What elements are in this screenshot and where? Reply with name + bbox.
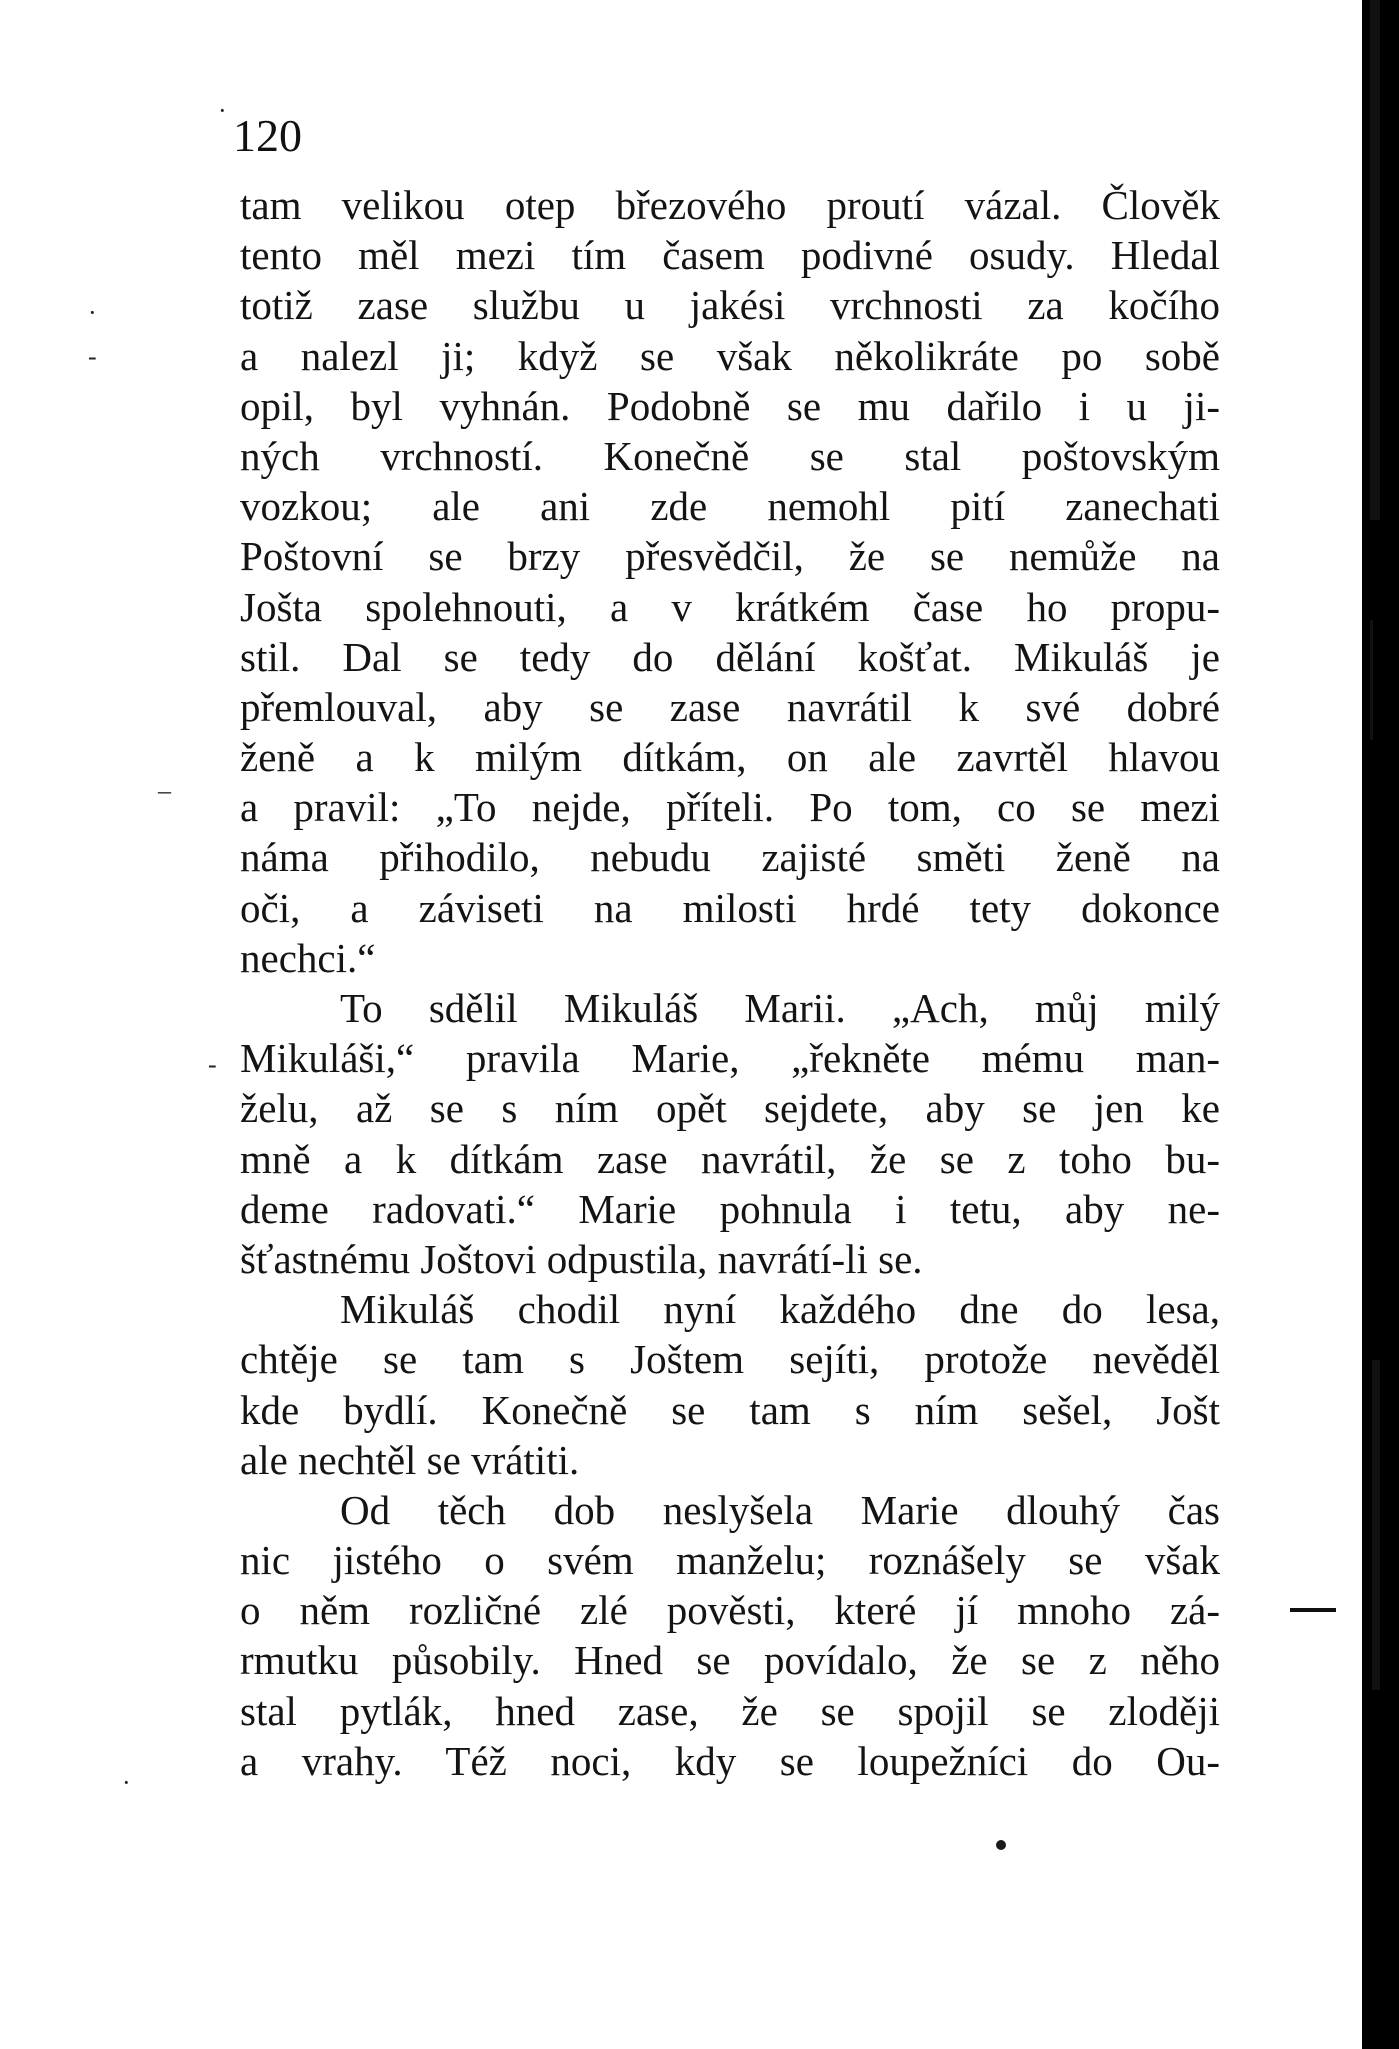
text-line: náma přihodilo, nebudu zajisté směti ženě na <box>240 834 1220 881</box>
margin-dot <box>996 1840 1006 1850</box>
text-line: o něm rozličné zlé pověsti, které jí mnoho zá- <box>240 1587 1220 1634</box>
margin-mark: - <box>208 1050 217 1079</box>
text-line: tento měl mezi tím časem podivné osudy. Hledal <box>240 232 1220 279</box>
text-line: želu, až se s ním opět sejdete, aby se jen ke <box>240 1085 1220 1132</box>
text-line: totiž zase službu u jakési vrchnosti za kočího <box>240 282 1220 329</box>
margin-mark: – <box>158 776 171 805</box>
text-line: vozkou; ale ani zde nemohl pití zanechati <box>240 483 1220 530</box>
text-line: Mikuláš chodil nyní každého dne do lesa, <box>340 1286 1220 1333</box>
text-line: oči, a záviseti na milosti hrdé tety dokonce <box>240 884 1220 931</box>
edge-line <box>1370 620 1373 740</box>
text-line: Jošta spolehnouti, a v krátkém čase ho propu- <box>240 583 1220 630</box>
text-line: mně a k dítkám zase navrátil, že se z toho bu- <box>240 1135 1220 1182</box>
margin-mark: · <box>122 1768 131 1797</box>
text-line: a vrahy. Též noci, kdy se loupežníci do Ou- <box>240 1737 1220 1784</box>
text-line: šťastnému Joštovi odpustila, navrátí-li se. <box>240 1235 923 1282</box>
text-line: chtěje se tam s Joštem sejíti, protože nevěděl <box>240 1336 1220 1383</box>
edge-line <box>1370 0 1380 520</box>
body-text <box>240 180 1220 1786</box>
margin-mark: · <box>218 96 227 125</box>
margin-mark: - <box>88 342 97 371</box>
text-line: To sdělil Mikuláš Marii. „Ach, můj milý <box>340 985 1220 1031</box>
page-number: 120 <box>233 110 302 161</box>
text-line: stal pytlák, hned zase, že se spojil se zloději <box>240 1687 1220 1734</box>
edge-line <box>1290 1608 1336 1612</box>
margin-mark: · <box>88 298 97 327</box>
text-line: Od těch dob neslyšela Marie dlouhý čas <box>340 1486 1220 1533</box>
text-line: kde bydlí. Konečně se tam s ním sešel, Jošt <box>240 1386 1220 1433</box>
edge-line <box>1372 1360 1380 1690</box>
text-line: deme radovati.“ Marie pohnula i tetu, aby ne- <box>240 1185 1220 1232</box>
text-line: Poštovní se brzy přesvědčil, že se nemůže na <box>240 533 1220 580</box>
text-line: nechci.“ <box>240 934 376 981</box>
text-line: přemlouval, aby se zase navrátil k své dobré <box>240 683 1220 730</box>
text-line: opil, byl vyhnán. Podobně se mu dařilo i u ji- <box>240 382 1220 429</box>
text-line: a pravil: „To nejde, příteli. Po tom, co se mezi <box>240 784 1220 831</box>
text-line: Mikuláši,“ pravila Marie, „řekněte mému man- <box>240 1035 1220 1082</box>
text-line: stil. Dal se tedy do dělání košťat. Mikuláš je <box>240 633 1220 680</box>
text-line: rmutku působily. Hned se povídalo, že se z něho <box>240 1637 1220 1684</box>
text-line: ženě a k milým dítkám, on ale zavrtěl hlavou <box>240 734 1220 781</box>
text-line: a nalezl ji; když se však několikráte po sobě <box>240 332 1220 379</box>
text-line: ných vrchností. Konečně se stal poštovským <box>240 432 1220 479</box>
text-line: tam velikou otep březového proutí vázal. Člověk <box>240 182 1220 228</box>
text-line: nic jistého o svém manželu; roznášely se však <box>240 1537 1220 1584</box>
text-line: ale nechtěl se vrátiti. <box>240 1436 580 1483</box>
